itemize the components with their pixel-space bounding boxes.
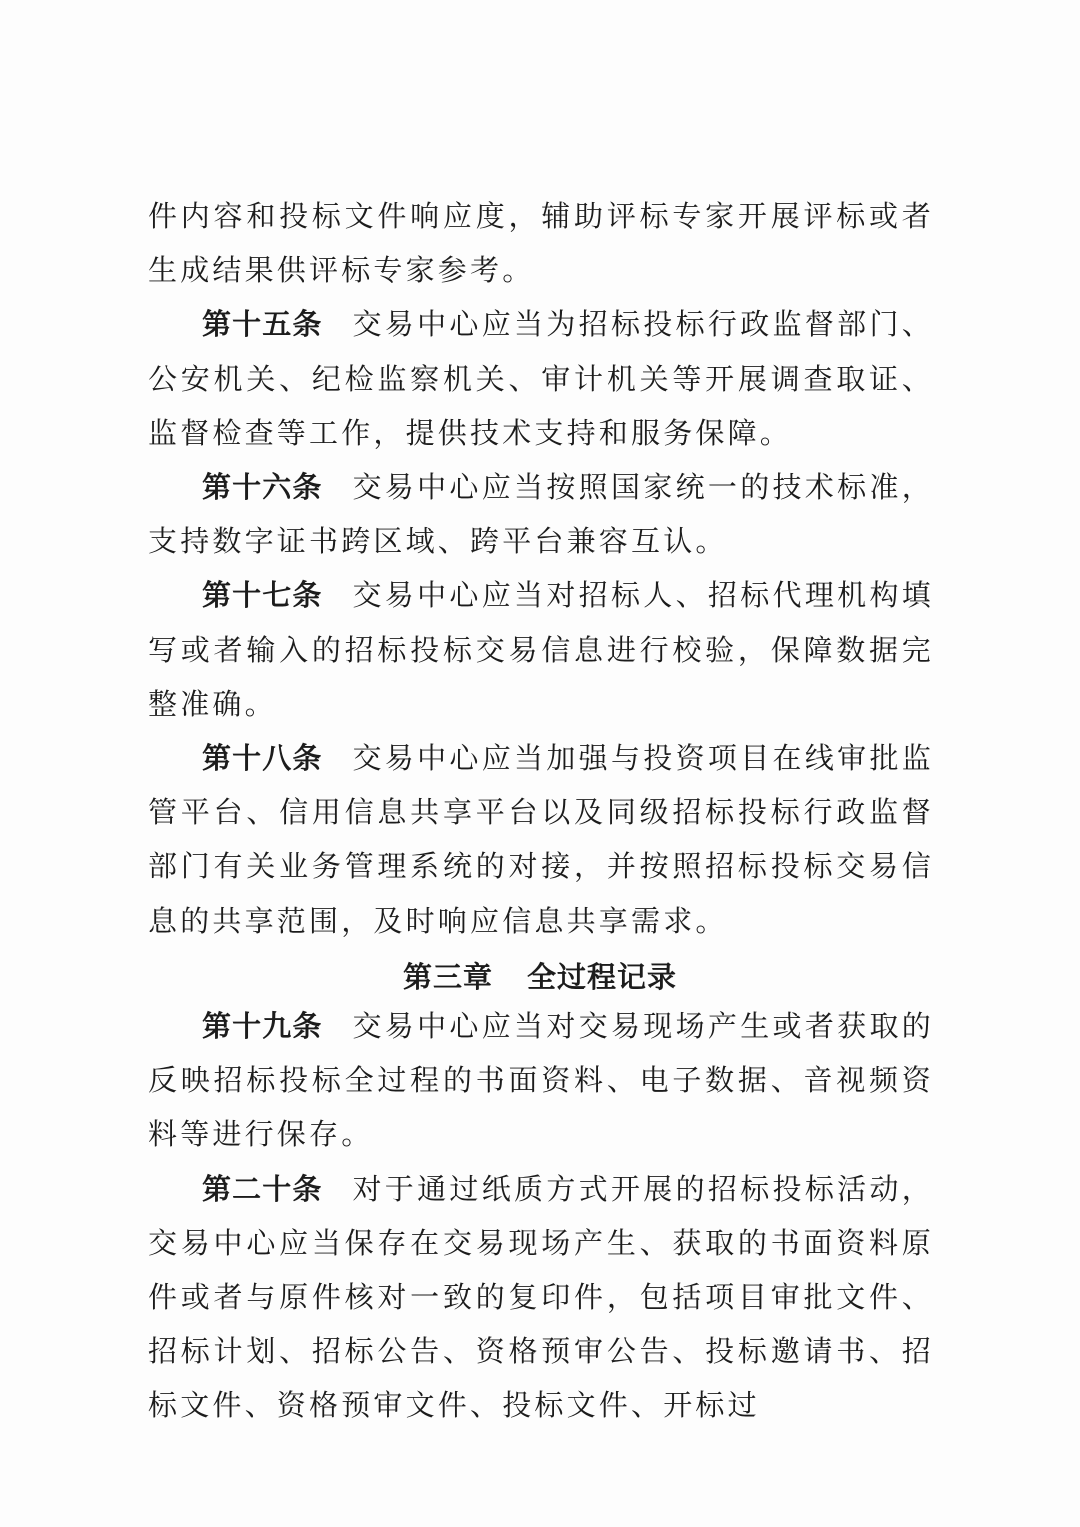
article-text: 交易中心应当对招标人、招标代理机构填写或者输入的招标投标交易信息进行校验，保障数据完整准确。 (148, 578, 934, 721)
article-label: 第十六条 (202, 470, 323, 505)
document-body-top (148, 189, 934, 948)
article-label: 第十五条 (202, 307, 323, 342)
article-text: 对于通过纸质方式开展的招标投标活动，交易中心应当保存在交易现场产生、获取的书面资料原件或者与原件核对一致的复印件，包括项目审批文件、招标计划、招标公告、资格预审公告、投标邀请书、招标文件、资格预审文件、投标文件、开标过 (148, 1171, 934, 1423)
article-text: 交易中心应当对交易现场产生或者获取的反映招标投标全过程的书面资料、电子数据、音视频资料等进行保存。 (148, 1009, 934, 1152)
article-17 (148, 568, 934, 731)
article-15 (148, 297, 934, 460)
chapter-title: 全过程记录 (527, 960, 678, 994)
continuation-paragraph: 件内容和投标文件响应度，辅助评标专家开展评标或者生成结果供评标专家参考。 (148, 199, 934, 288)
article-19 (148, 999, 934, 1162)
chapter-number: 第三章 (402, 960, 493, 994)
document-body-bottom (148, 999, 934, 1433)
article-label: 第二十条 (202, 1171, 323, 1206)
article-label: 第十七条 (202, 578, 323, 613)
article-18 (148, 731, 934, 948)
article-16 (148, 460, 934, 568)
article-text: 交易中心应当加强与投资项目在线审批监管平台、信用信息共享平台以及同级招标投标行政监督部门有关业务管理系统的对接，并按照招标投标交易信息的共享范围，及时响应信息共享需求。 (148, 741, 934, 938)
article-label: 第十九条 (202, 1009, 323, 1043)
article-text: 交易中心应当按照国家统一的技术标准，支持数字证书跨区域、跨平台兼容互认。 (148, 470, 934, 559)
article-label: 第十八条 (202, 741, 323, 776)
article-20 (148, 1162, 934, 1433)
chapter-heading (0, 955, 1080, 996)
article-text: 交易中心应当为招标投标行政监督部门、公安机关、纪检监察机关、审计机关等开展调查取证、监督检查等工作，提供技术支持和服务保障。 (148, 307, 934, 450)
